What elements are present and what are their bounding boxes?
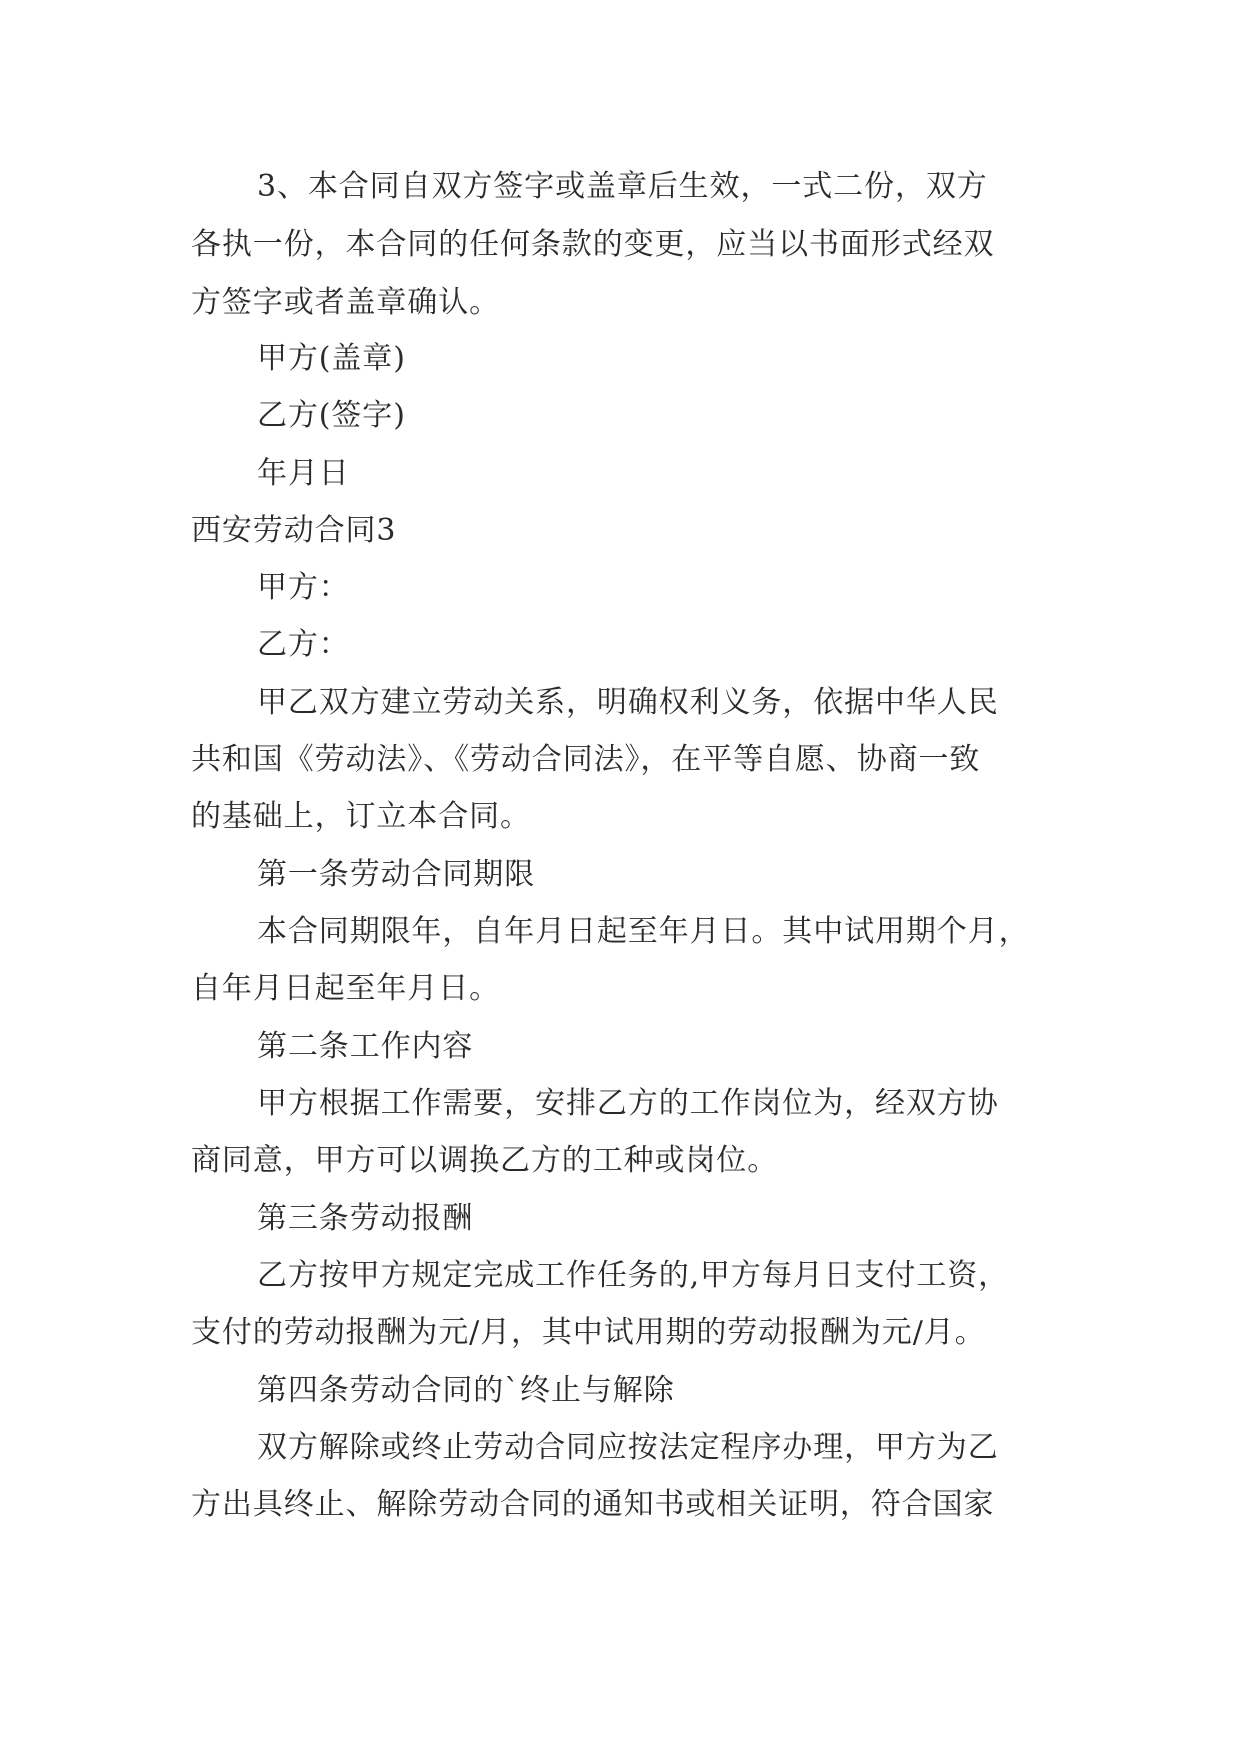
party-a-seal-label: 甲方(盖章): [257, 341, 406, 376]
party-b-label: 乙方：: [257, 627, 350, 662]
party-a-label: 甲方：: [257, 570, 350, 605]
article-2-heading: 第二条工作内容: [257, 1029, 474, 1064]
article-2-line-1: 甲方根据工作需要，安排乙方的工作岗位为，经双方协: [257, 1086, 999, 1121]
article-3-heading: 第三条劳动报酬: [257, 1201, 474, 1236]
article-4-line-2: 方出具终止、解除劳动合同的通知书或相关证明，符合国家: [191, 1487, 995, 1522]
contract-title: 西安劳动合同3: [191, 513, 397, 548]
clause-3-line-2: 各执一份，本合同的任何条款的变更，应当以书面形式经双: [191, 227, 995, 262]
article-1-line-2: 自年月日起至年月日。: [191, 971, 500, 1006]
clause-3-line-1: 3、本合同自双方签字或盖章后生效，一式二份，双方: [257, 169, 988, 204]
article-1-heading: 第一条劳动合同期限: [257, 857, 536, 892]
preamble-line-1: 甲乙双方建立劳动关系，明确权利义务，依据中华人民: [257, 685, 999, 720]
article-1-line-1: 本合同期限年，自年月日起至年月日。其中试用期个月，: [257, 914, 1030, 949]
preamble-line-2: 共和国《劳动法》、《劳动合同法》，在平等自愿、协商一致: [191, 742, 981, 777]
article-3-line-1: 乙方按甲方规定完成工作任务的,甲方每月日支付工资，: [257, 1258, 1010, 1293]
article-2-line-2: 商同意，甲方可以调换乙方的工种或岗位。: [191, 1143, 779, 1178]
party-b-signature-label: 乙方(签字): [257, 398, 406, 433]
date-label: 年月日: [257, 456, 350, 491]
article-4-heading: 第四条劳动合同的`终止与解除: [257, 1373, 675, 1408]
article-4-line-1: 双方解除或终止劳动合同应按法定程序办理，甲方为乙: [257, 1430, 999, 1465]
article-3-line-2: 支付的劳动报酬为元/月，其中试用期的劳动报酬为元/月。: [191, 1315, 986, 1350]
preamble-line-3: 的基础上，订立本合同。: [191, 799, 531, 834]
clause-3-line-3: 方签字或者盖章确认。: [191, 285, 500, 320]
